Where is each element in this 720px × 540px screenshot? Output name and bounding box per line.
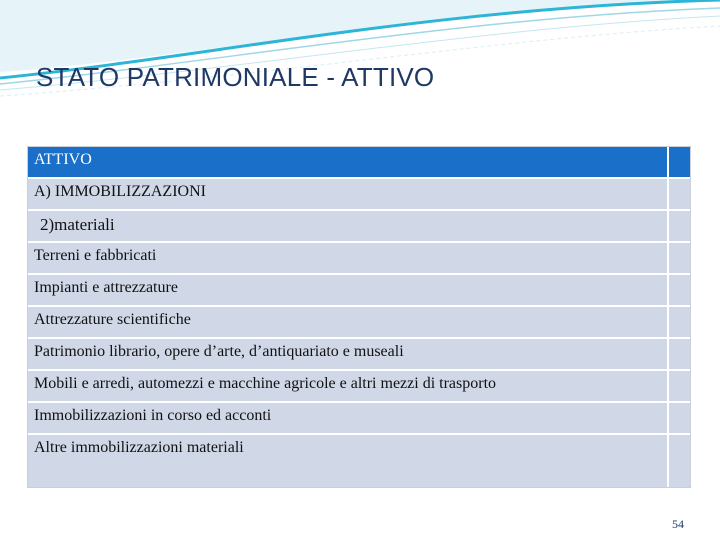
table-side-cell bbox=[669, 179, 690, 209]
table-cell: Altre immobilizzazioni materiali bbox=[28, 435, 669, 487]
table-cell: Impianti e attrezzature bbox=[28, 275, 669, 305]
table-side-cell bbox=[669, 211, 690, 241]
table-cell: Attrezzature scientifiche bbox=[28, 307, 669, 337]
table-cell: Terreni e fabbricati bbox=[28, 243, 669, 273]
table-row bbox=[28, 243, 690, 275]
table-header-cell: ATTIVO bbox=[28, 147, 669, 177]
table-side-cell bbox=[669, 275, 690, 305]
header-wave-decoration bbox=[0, 0, 720, 110]
table-header-side-cell bbox=[669, 147, 690, 177]
table-row bbox=[28, 403, 690, 435]
table-cell: Patrimonio librario, opere d’arte, d’antiquariato e museali bbox=[28, 339, 669, 369]
page-title: STATO PATRIMONIALE - ATTIVO bbox=[36, 62, 435, 92]
table-cell: 2)materiali bbox=[28, 211, 669, 241]
table-side-cell bbox=[669, 243, 690, 273]
table-side-cell bbox=[669, 339, 690, 369]
table-row bbox=[28, 435, 690, 487]
table-header-row bbox=[28, 147, 690, 179]
assets-table bbox=[27, 146, 691, 488]
table-side-cell bbox=[669, 371, 690, 401]
table-row bbox=[28, 211, 690, 243]
table-side-cell bbox=[669, 403, 690, 433]
table-row bbox=[28, 307, 690, 339]
page-number: 54 bbox=[672, 517, 684, 531]
table-row bbox=[28, 339, 690, 371]
table-side-cell bbox=[669, 307, 690, 337]
table-row bbox=[28, 179, 690, 211]
table-side-cell bbox=[669, 435, 690, 487]
table-cell: Immobilizzazioni in corso ed acconti bbox=[28, 403, 669, 433]
table-row bbox=[28, 275, 690, 307]
table-cell: A) IMMOBILIZZAZIONI bbox=[28, 179, 669, 209]
table-cell: Mobili e arredi, automezzi e macchine agricole e altri mezzi di trasporto bbox=[28, 371, 669, 401]
table-row bbox=[28, 371, 690, 403]
